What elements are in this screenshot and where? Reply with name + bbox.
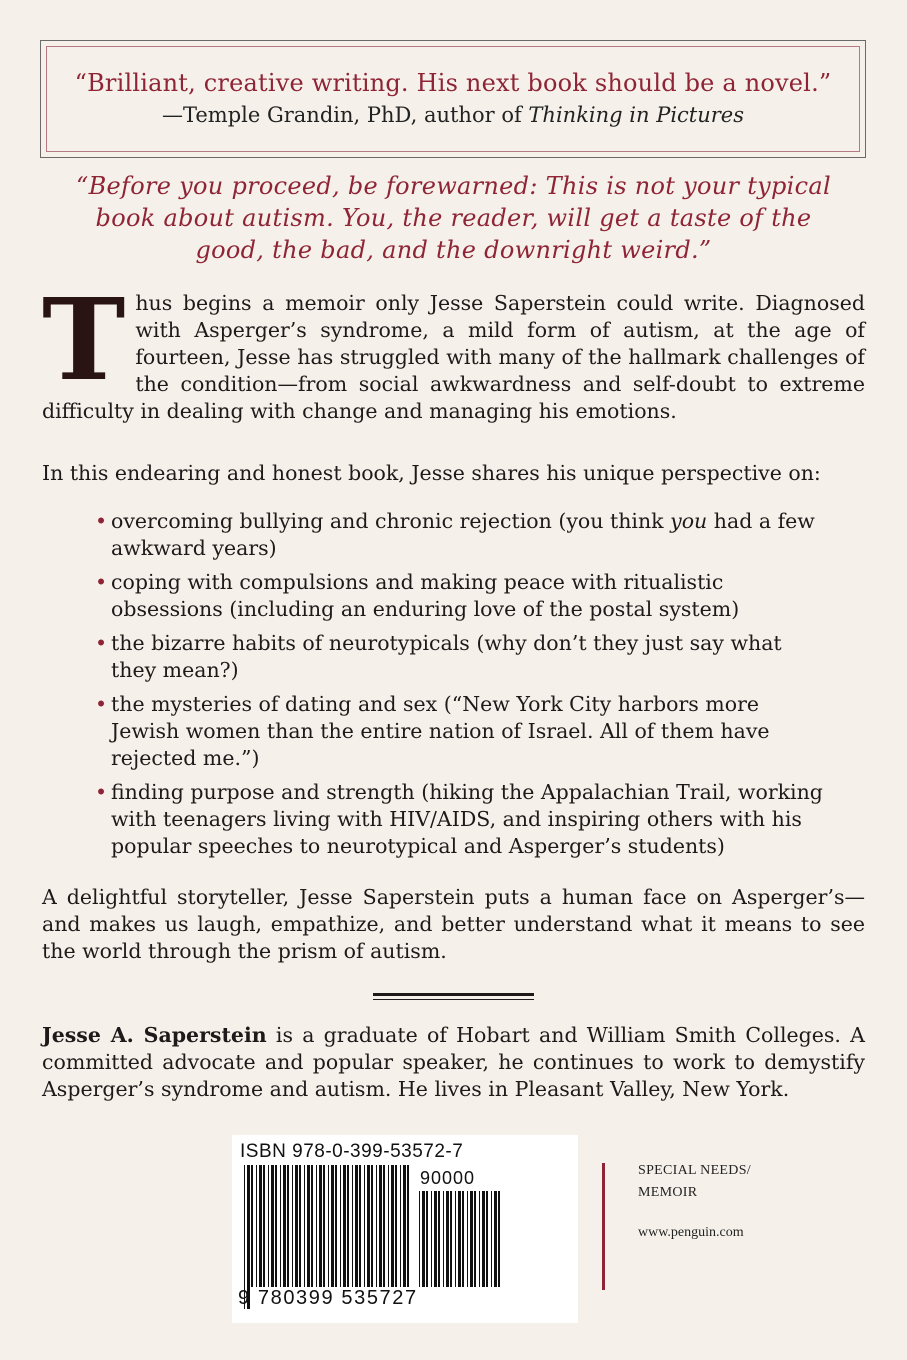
barcode-bar (419, 1191, 420, 1287)
barcode-bar (400, 1165, 401, 1287)
barcode-bar (482, 1191, 485, 1287)
barcode-bar (331, 1165, 334, 1287)
barcode-panel (232, 1135, 578, 1323)
blurb-attribution (162, 100, 744, 130)
barcode-bar (434, 1191, 437, 1287)
lead-quote: “Before you proceed, be forewarned: This is not your typical book about autism. You, the reader, will get a taste of the good, the bad, and the downright weird.” (76, 172, 831, 264)
barcode-bar (364, 1165, 365, 1287)
barcode-bar (431, 1191, 432, 1287)
barcode-bar (467, 1191, 468, 1287)
bullet-text: coping with compulsions and making peace with ritualistic obsessions (including an enduring love of the postal system) (111, 570, 740, 621)
category-accent-bar (602, 1163, 605, 1290)
barcode-bar (259, 1165, 262, 1287)
intro-paragraph (42, 275, 865, 425)
bullet-marker: • (95, 692, 108, 716)
barcode-bar (446, 1191, 449, 1287)
bio-text: is a graduate of Hobart and William Smith Colleges. A committed advocate and popular speaker, he continues to work to demystify Asperger’s syndrome and autism. He lives in Pleasant Valley, New York. (42, 1023, 865, 1101)
isbn-label: ISBN 978-0-399-53572-7 (240, 1141, 464, 1162)
barcode-bar (335, 1165, 337, 1287)
barcode-bar (367, 1165, 370, 1287)
bullet-text: the mysteries of dating and sex (“New York City harbors more Jewish women than the entire nation of Israel. All of them have rejected me.”) (111, 692, 770, 770)
barcode-bar (263, 1165, 265, 1287)
barcode-bar (391, 1165, 394, 1287)
barcode-bar (450, 1191, 452, 1287)
barcode-bar (292, 1165, 293, 1287)
section-divider (373, 993, 534, 1000)
barcode-bar (352, 1165, 353, 1287)
bullet-marker: • (95, 509, 108, 533)
barcode-bar (376, 1165, 377, 1287)
ean-digits: 9 780399 535727 (238, 1287, 418, 1309)
barcode-bar (426, 1191, 428, 1287)
list-item (95, 779, 825, 860)
bullet-marker: • (95, 780, 108, 804)
barcode-bar (486, 1191, 488, 1287)
perspective-list (95, 508, 825, 867)
barcode-bar (359, 1165, 361, 1287)
barcode-bar (403, 1165, 406, 1287)
intro-text: hus begins a memoir only Jesse Saperstein could write. Diagnosed with Asperger’s syndrome, a mild form of autism, at the age of fourteen, Jesse has struggled with many of the hallmark challenges of the condition—from social awkwardness and self-doubt to extreme difficulty in dealing with change and managing his emotions. (42, 291, 865, 423)
barcode-bar (498, 1191, 500, 1287)
publisher-website: www.penguin.com (638, 1225, 744, 1240)
list-item (95, 630, 825, 684)
barcode-bar (422, 1191, 425, 1287)
barcode-bar (474, 1191, 476, 1287)
barcode-bar (494, 1191, 497, 1287)
blurb-box (40, 40, 866, 158)
price-code: 90000 (420, 1168, 476, 1188)
category-line-2: MEMOIR (638, 1185, 698, 1200)
barcode-bar (347, 1165, 349, 1287)
author-name: Jesse A. Saperstein (42, 1023, 267, 1047)
barcode-bar (287, 1165, 289, 1287)
bullet-emphasis: you (670, 509, 708, 533)
author-bio (42, 1022, 865, 1103)
barcode-bar (455, 1191, 456, 1287)
barcode-bar (479, 1191, 480, 1287)
barcode-bar (307, 1165, 310, 1287)
bullet-text: overcoming bullying and chronic rejection (you think (111, 509, 671, 533)
barcode-bar (299, 1165, 301, 1287)
barcode-bar (438, 1191, 440, 1287)
barcode-bar (319, 1165, 322, 1287)
barcode-bar (271, 1165, 274, 1287)
barcode-bar (251, 1165, 253, 1287)
perspective-line: In this endearing and honest book, Jesse shares his unique perspective on: (42, 461, 821, 485)
category-line-1: SPECIAL NEEDS/ (638, 1163, 751, 1178)
barcode-bar (383, 1165, 385, 1287)
list-item (95, 569, 825, 623)
barcode-bar (470, 1191, 473, 1287)
barcode-bar (316, 1165, 317, 1287)
barcode-bar (491, 1191, 492, 1287)
closing-paragraph: A delightful storyteller, Jesse Saperstein puts a human face on Asperger’s—and makes us laugh, empathize, and better understand what it means to see the world through the prism of autism. (42, 885, 865, 963)
barcode-bar (311, 1165, 313, 1287)
barcode-bar (395, 1165, 397, 1287)
drop-cap: T (42, 275, 126, 406)
barcode-bar (328, 1165, 329, 1287)
barcode-bar (283, 1165, 286, 1287)
barcode-bar (407, 1165, 409, 1287)
barcode-bar (443, 1191, 444, 1287)
barcode-bar (323, 1165, 325, 1287)
blurb-inner-frame (46, 46, 860, 152)
divider-thin-line (373, 999, 534, 1000)
barcode-bar (268, 1165, 269, 1287)
barcode-bar (280, 1165, 281, 1287)
bullet-text: finding purpose and strength (hiking the Appalachian Trail, working with teenagers living with HIV/AIDS, and inspiring others with his popular speeches to neurotypical and Asperger’s students) (111, 780, 823, 858)
bullet-text: had a few awkward years) (111, 509, 815, 560)
barcode-bar (355, 1165, 358, 1287)
barcode-bar (458, 1191, 461, 1287)
barcode-bar (256, 1165, 257, 1287)
category-label (638, 1160, 751, 1204)
barcode-bar (462, 1191, 464, 1287)
list-item (95, 508, 825, 562)
barcode-bar (340, 1165, 341, 1287)
barcode-bar (275, 1165, 277, 1287)
barcode-bar (343, 1165, 346, 1287)
divider-thick-line (373, 993, 534, 996)
barcode-bar (379, 1165, 382, 1287)
attribution-prefix: —Temple Grandin, PhD, author of (161, 103, 529, 127)
attribution-book-title: Thinking in Pictures (528, 103, 745, 127)
bullet-marker: • (95, 631, 108, 655)
blurb-quote: “Brilliant, creative writing. His next book should be a novel.” (74, 69, 832, 97)
barcode-bar (371, 1165, 373, 1287)
bullet-marker: • (95, 570, 108, 594)
barcode-bar (295, 1165, 298, 1287)
barcode-bar (304, 1165, 305, 1287)
list-item (95, 691, 825, 772)
addon-barcode (419, 1191, 501, 1309)
bullet-text: the bizarre habits of neurotypicals (why don’t they just say what they mean?) (111, 631, 782, 682)
barcode-bar (388, 1165, 389, 1287)
